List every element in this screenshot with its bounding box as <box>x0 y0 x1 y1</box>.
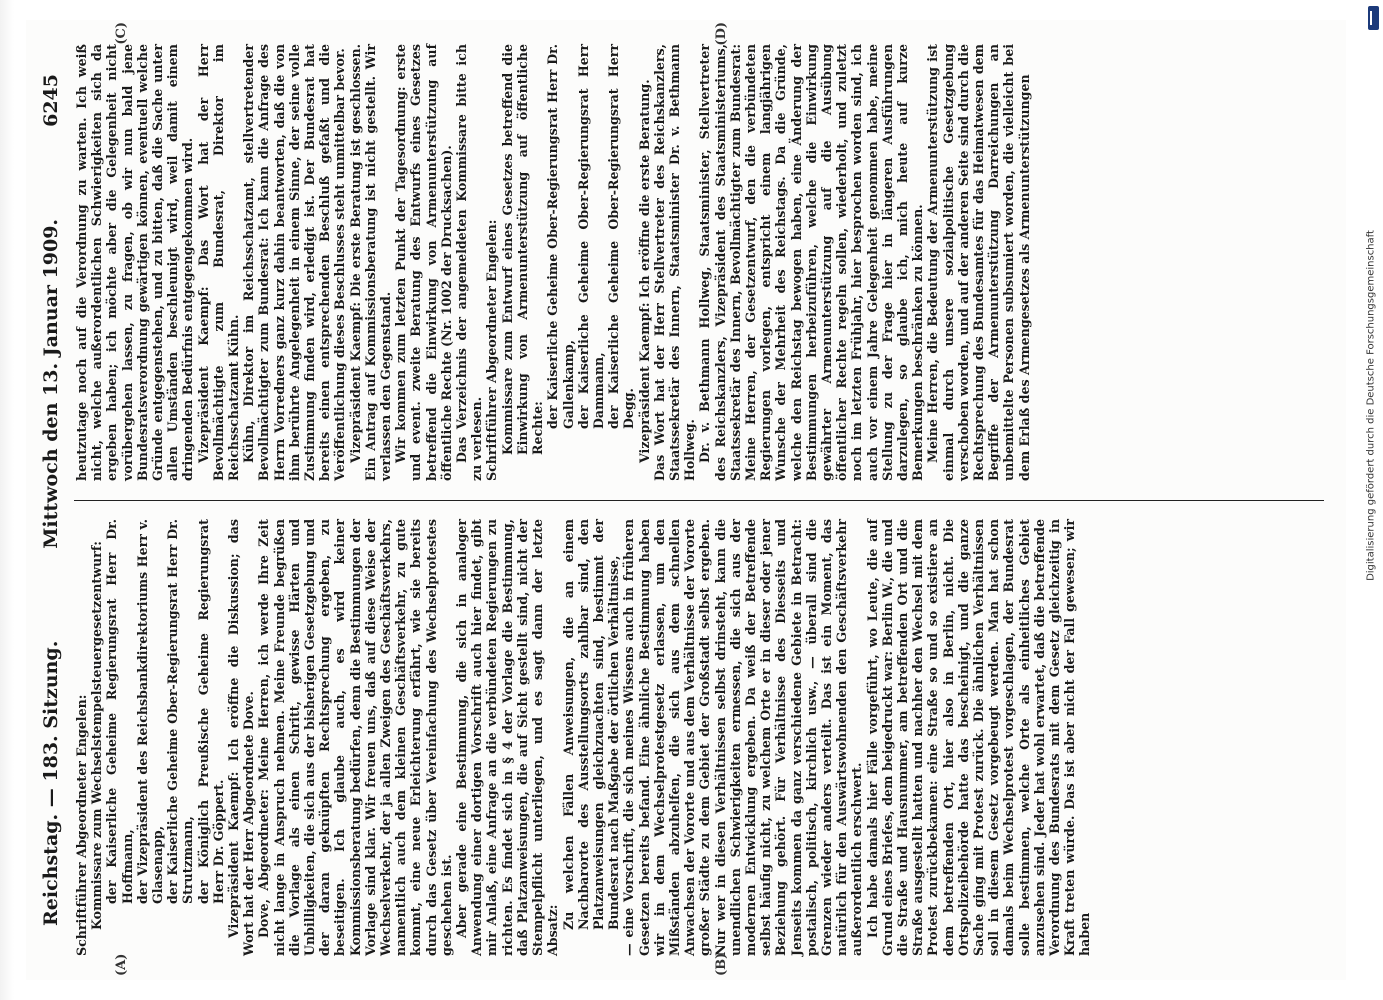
paragraph: Kommissare zum Wechselstempelsteuergesetzentwurf: <box>89 541 105 930</box>
paragraph: der Kaiserliche Geheime Ober-Regierungsrat Herr Degg. <box>606 44 637 429</box>
right-column <box>74 22 1324 481</box>
paragraph: der Kaiserliche Geheime Ober-Regierungsrat Herr Dammann, <box>575 44 606 429</box>
paragraph: Vizepräsident Kaempf: Das Wort hat der Herr Bevollmächtigte zum Bundesrat, Direktor im Reichsschatzamt Kühn. <box>195 44 242 481</box>
left-column <box>74 519 1324 976</box>
paragraph: Zu welchen Fällen Anweisungen, die an einem Nachbarorte des Ausstellungsorts zahlbar sind, den Platzanweisungen gleichzuachten sind, bestimmt der Bundesrat nach Maßgabe der örtlichen Verhältnisse, <box>560 519 622 930</box>
column-divider <box>74 500 1324 501</box>
paragraph: Schriftführer Abgeordneter Engelen: <box>484 219 500 481</box>
paragraph: Vizepräsident Kaempf: Ich eröffne die Diskussion; das Wort hat der Herr Abgeordnete Dove. <box>226 519 257 956</box>
paragraph: heutzutage noch auf die Verordnung zu warten. Ich weiß nicht, welche außerordentlichen Schwierigkeiten sich da ergeben haben; ich möchte aber die Gelegenheit nicht vorübergehen lassen, zu fragen, ob wir nun bald jene Bundesratsverordnung gewärtigen können, eventuell welche Gründe entgegenstehen, und zu bitten, daß die Sache unter allen Umständen beschleunigt wird, weil damit einem dringenden Bedürfnis entgegengekommen wird. <box>74 44 196 481</box>
paragraph: Meine Herren, die Bedeutung der Armenunterstützung ist einmal durch unsere sozialpolitische Gesetzgebung verschoben worden, und auf der anderen Seite sind durch die Rechtsprechung des Bundesamtes für das Heimatwesen dem Begriffe der Armenunterstützung Darreichungen an unbemittelte Personen subsumiert worden, die vielleicht bei dem Erlaß des Armengesetzes als Armenunterstützungen <box>925 44 1032 481</box>
text-columns <box>74 22 1324 976</box>
paragraph: Das Wort hat der Herr Stellvertreter des Reichskanzlers, Staatssekretär des Innern, Staatsminister Dr. v. Bethmann Hollweg. <box>651 44 698 481</box>
paragraph: Vizepräsident Kaempf: Ich eröffne die erste Beratung. <box>636 79 652 463</box>
header-center: Mittwoch den 13. Januar 1909. <box>40 218 62 549</box>
margin-marker-a: (A) <box>114 953 129 976</box>
paragraph: der Vizepräsident des Reichsbankdirektoriums Herr v. Glasenapp, <box>134 519 166 904</box>
paragraph: Vizepräsident Kaempf: Die erste Beratung ist geschlossen. Ein Antrag auf Kommissionsberatung ist nicht gestellt. Wir verlassen den Gegenstand. <box>347 44 394 481</box>
margin-marker-b: (B) <box>714 952 729 976</box>
paragraph: — eine Vorschrift, die sich meines Wissens auch in früheren Gesetzen bereits befand. Eine ähnliche Bestimmung haben wir in dem Wechselprotestgesetz erlassen, um den Mißständen abzuhelfen, die sich aus dem schnellen Anwachsen der Vororte und aus dem Verhältnisse der Vororte großer Städte zu dem Gebiet der Großstadt selbst ergeben. Nur wer in diesen Verhältnissen selbst drinsteht, kann die unendlichen Schwierigkeiten ermessen, die sich aus der modernen Entwicklung ergeben. Da weiß der Betreffende selbst häufig nicht, zu welchem Orte er in dieser oder jener Beziehung gehört. Für Verhältnisse des Diesseits und Jenseits kommen da ganz verschiedene Gebiete in Betracht: postalisch, politisch, kirchlich usw., — überall sind die Grenzen wieder anders verteilt. Das ist ein Moment, das natürlich für den Auswärtswohnenden den Geschäftsverkehr außerordentlich erschwert. <box>621 519 865 956</box>
paragraph: Ich habe damals hier Fälle vorgeführt, wo Leute, die auf Grund eines Briefes, dem beigedruckt war: Berlin W., die und die Straße und Hausnummer, am betreffenden Ort und die Straße ausgestellt hatten und nachher den Wechsel mit dem Protest zurückbekamen: eine Straße so und so existiere an dem betreffenden Ort, hier also in Berlin, nicht. Die Ortspolizeibehörde hatte das bescheinigt, und die ganze Sache ging mit Protest zurück. Die ähnlichen Verhältnissen soll in diesem Gesetz vorgebeugt werden. Man hat schon damals beim Wechselprotest vorgeschlagen, der Bundesrat solle bestimmen, welche Orte als einheitliches Gebiet anzusehen sind. Jeder hat wohl erwartet, daß die betreffende Verordnung des Bundesrats mit dem Gesetz gleichzeitig in Kraft treten würde. Das ist aber nicht der Fall gewesen; wir haben <box>864 519 1093 956</box>
paragraph: der Kaiserliche Geheime Ober-Regierungsrat Herr Dr. Gallenkamp, <box>545 44 576 429</box>
paragraph: Dove, Abgeordneter: Meine Herren, ich werde Ihre Zeit nicht lange in Anspruch nehmen. Meine Freunde begrüßen die Vorlage als einen Schritt, gewisse Härten und Unbilligkeiten, die sich aus der bisherigen Gesetzgebung und der daran geknüpften Rechtsprechung ergeben, zu beseitigen. Ich glaube auch, es wird keiner Kommissionsberatung bedürfen, denn die Bestimmungen der Vorlage sind klar. Wir freuen uns, daß auf diese Weise der Wechselverkehr, der ja allen Zweigen des Geschäftsverkehrs, namentlich auch dem kleinen Geschäftsverkehr, zu gute kommt, eine neue Erleichterung erfährt, wie sie bereits durch das Gesetz über Vereinfachung des Wechselprotestes geschehen ist. <box>256 519 454 956</box>
paragraph: Kühn, Direktor im Reichsschatzamt, stellvertretender Bevollmächtigter zum Bundesrat: Ich kann die Anfrage des Herrn Vorredners ganz kurz dahin beantworten, daß die von ihm berührte Angelegenheit in einem Sinne, der seine volle Zustimmung finden wird, erledigt ist. Der Bundesrat hat bereits einen entsprechenden Beschluß gefaßt und die Veröffentlichung dieses Beschlusses steht unmittelbar bevor. <box>241 44 348 481</box>
header-left: Reichstag. — 183. Sitzung. <box>40 640 62 926</box>
scan-edge <box>0 0 14 1000</box>
paragraph: der Königlich Preußische Geheime Regierungsrat Herr Dr. Göppert. <box>195 519 226 904</box>
paragraph: Kommissare zum Entwurf eines Gesetzes betreffend die Einwirkung von Armenunterstützung auf öffentliche Rechte: <box>499 44 546 455</box>
page-number: 6245 <box>40 74 62 127</box>
paragraph: der Kaiserliche Geheime Ober-Regierungsrat Herr Dr. Strutzmann, <box>165 519 196 904</box>
rotated-page <box>26 20 1346 980</box>
paragraph: Dr. v. Bethmann Hollweg, Staatsminister, Stellvertreter des Reichskanzlers, Vizepräsident des Staatsministeriums, Staatssekretär des Innern, Bevollmächtigter zum Bundesrat: Meine Herren, der Gesetzentwurf, den die verbündeten Regierungen vorlegen, entspricht einem langjährigen Wunsche der Mehrheit des Reichstags. Da die Gründe, welche den Reichstag bewogen haben, eine Änderung der Bestimmungen herbeizuführen, welche die Einwirkung gewährter Armenunterstützung auf die Ausübung öffentlicher Rechte regeln sollen, wiederholt, und zuletzt noch im letzten Frühjahr, hier besprochen worden sind, ich auch vor einem Jahre Gelegenheit genommen habe, meine Stellung zu der Frage hier in längeren Ausführungen darzulegen, so glaube ich, mich heute auf kurze Bemerkungen beschränken zu können. <box>697 44 926 481</box>
paragraph: der Kaiserliche Geheime Regierungsrat Herr Dr. Hoffmann, <box>104 519 135 904</box>
paragraph: Schriftführer Abgeordneter Engelen: <box>74 694 89 956</box>
paragraph: Aber gerade eine Bestimmung, die sich in analoger Anwendung einer dortigen Vorschrift auch hier findet, gibt mir Anlaß, eine Anfrage an die verbündeten Regierungen zu richten. Es findet sich in § 4 der Vorlage die Bestimmung, daß Platzanweisungen, die auf Sicht gestellt sind, nicht der Stempelpflicht unterliegen, und es sagt dann der letzte Absatz: <box>454 519 561 956</box>
margin-marker-c: (C) <box>114 22 129 45</box>
page-header <box>40 44 68 956</box>
watermark-text: Digitalisierung gefördert durch die Deutsche Forschungsgemeinschaft <box>1365 230 1377 581</box>
paragraph: Das Verzeichnis der angemeldeten Kommissare bitte ich zu verlesen. <box>454 44 485 481</box>
paragraph: Wir kommen zum letzten Punkt der Tagesordnung: erste und event. zweite Beratung des Entwurfs eines Gesetzes betreffend die Einwirkung von Armenunterstützung auf öffentliche Rechte (Nr. 1002 der Drucksachen). <box>393 44 454 481</box>
margin-marker-d: (D) <box>714 22 729 46</box>
